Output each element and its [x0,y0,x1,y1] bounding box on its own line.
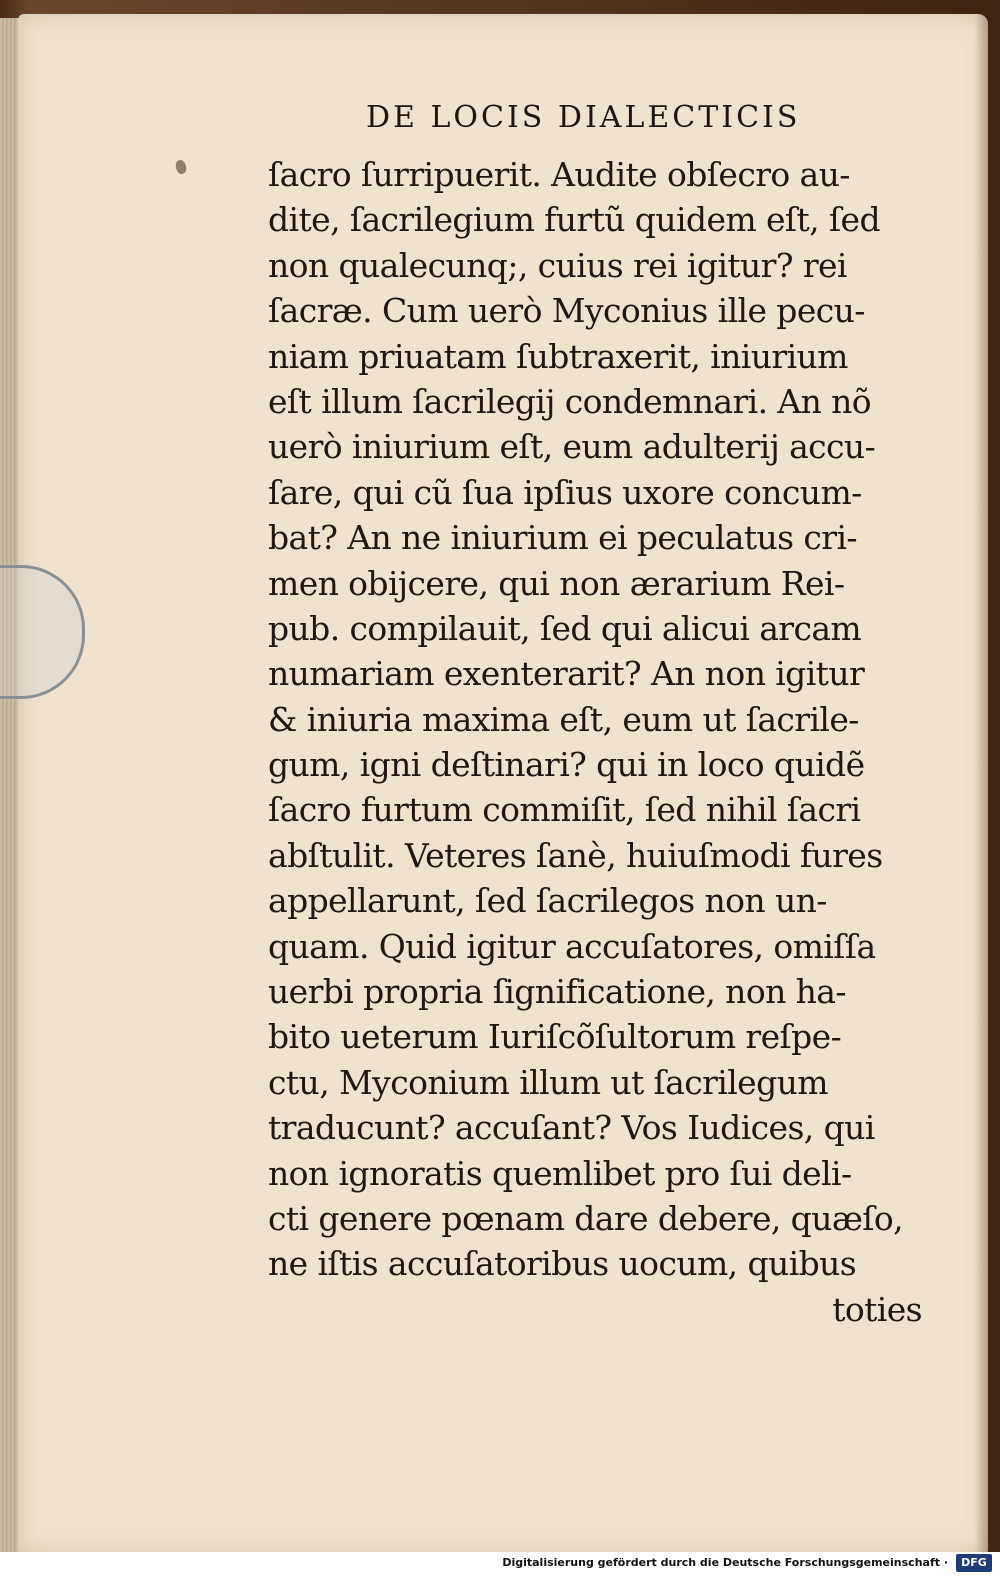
text-line: ſacræ. Cum uerò Myconius ille pecu- [268,291,865,331]
text-line: gum, igni deſtinari? qui in loco quidẽ [268,745,865,785]
catchword: toties [832,1289,922,1329]
text-line: appellarunt, ſed ſacrilegos non un- [268,881,827,921]
text-line: numariam exenterarit? An non igitur [268,654,865,694]
text-line: bito ueterum Iuriſcõſultorum reſpe- [268,1017,842,1057]
text-line: dite, ſacrilegium furtũ quidem eſt, ſed [268,200,881,240]
text-line: men obijcere, qui non ærarium Rei- [268,563,845,603]
text-line: pub. compilauit, ſed qui alicui arcam [268,608,862,648]
text-line: quam. Quid igitur accuſatores, omiſſa [268,926,876,966]
text-line: ctu, Myconium illum ut ſacrilegum [268,1062,828,1102]
text-line: non qualecunq;, cuius rei igitur? rei [268,245,847,285]
funding-credit: Digitalisierung gefördert durch die Deutsche Forschungsgemeinschaft · [502,1556,948,1569]
body-text [268,152,928,1332]
text-line: uerbi propria ſignificatione, non ha- [268,972,846,1012]
text-line: eſt illum ſacrilegij condemnari. An nõ [268,381,872,421]
text-line: bat? An ne iniurium ei peculatus cri- [268,518,857,558]
text-line: cti genere pœnam dare debere, quæſo, [268,1198,904,1238]
text-line: & iniuria maxima eſt, eum ut ſacrile- [268,699,859,739]
running-head: DE LOCIS DIALECTICIS [366,100,801,135]
text-line: uerò iniurium eſt, eum adulterij accu- [268,427,876,467]
text-line: ne iſtis accuſatoribus uocum, quibus [268,1244,857,1284]
text-line: ſare, qui cũ ſua ipſius uxore concum- [268,472,862,512]
dfg-logo: DFG [956,1554,992,1572]
text-line: ſacro furtum commiſit, ſed nihil ſacri [268,790,861,830]
text-line: traducunt? accuſant? Vos Iudices, qui [268,1108,875,1148]
text-line: abſtulit. Veteres ſanè, huiuſmodi fures [268,835,883,875]
text-line: niam priuatam ſubtraxerit, iniurium [268,336,848,376]
text-line: ſacro ſurripuerit. Audite obſecro au- [268,155,850,194]
text-line: non ignoratis quemlibet pro ſui deli- [268,1153,852,1193]
